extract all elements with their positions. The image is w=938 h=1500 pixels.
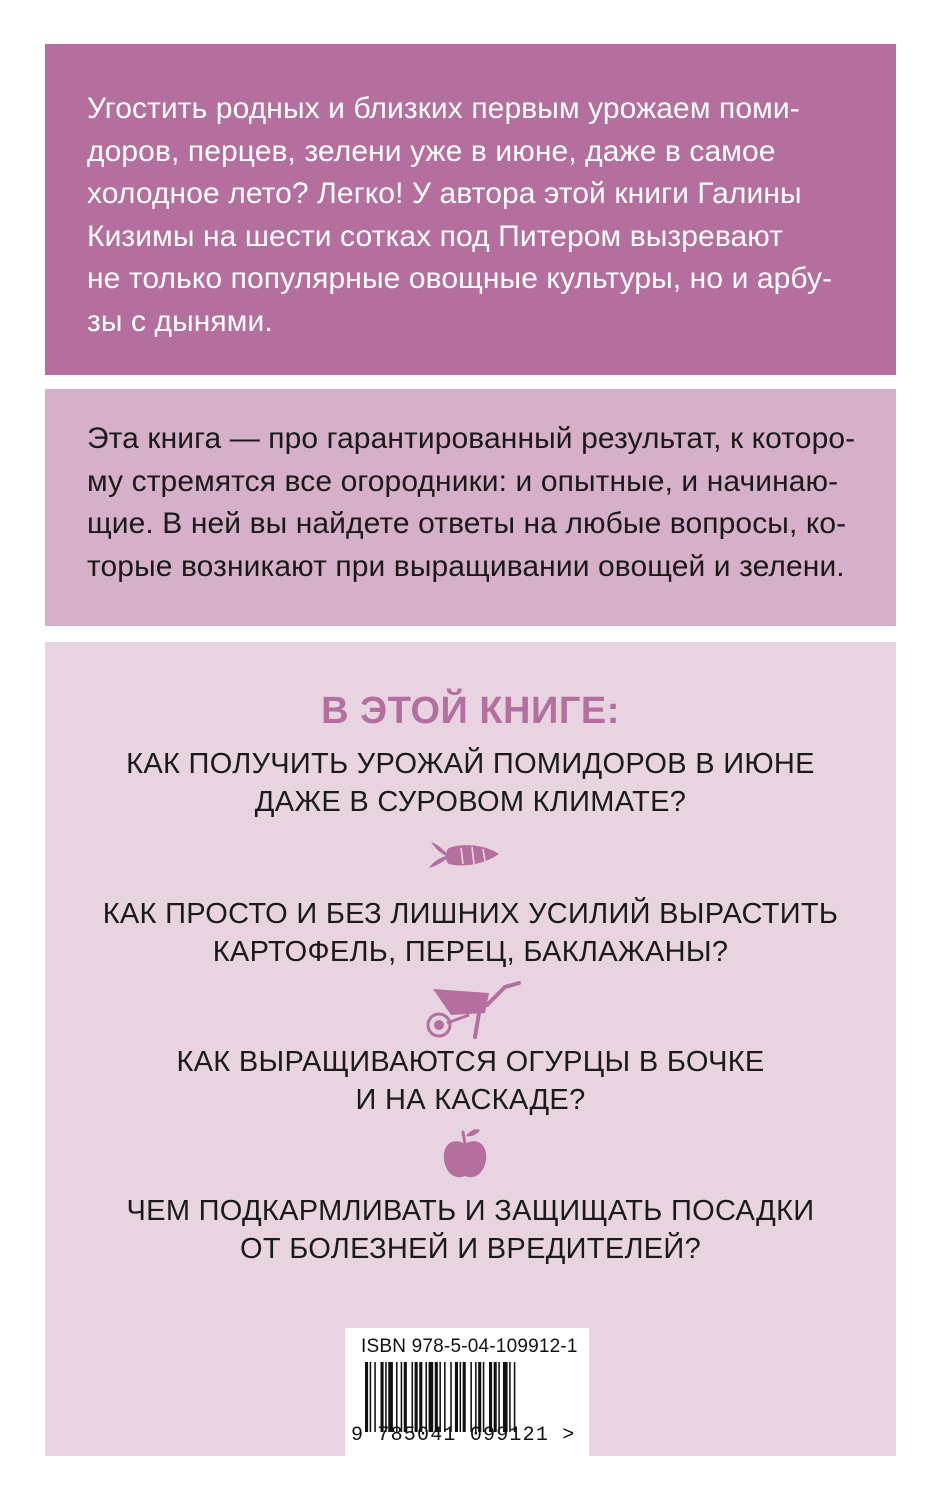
barcode-bar [388,1362,393,1432]
barcode-bar [455,1362,458,1432]
question-item: КАК ПОЛУЧИТЬ УРОЖАЙ ПОМИДОРОВ В ИЮНЕ ДАЖЕ В СУРОВОМ КЛИМАТЕ? [126,748,815,818]
barcode-bars [365,1362,575,1432]
barcode-bar [412,1362,414,1432]
barcode-bar [463,1362,466,1432]
barcode-bar [503,1362,508,1432]
barcode-bar [370,1362,372,1432]
barcode-bar [470,1362,472,1432]
barcode-bar [381,1362,384,1432]
in-book-heading: В ЭТОЙ КНИГЕ: [321,690,620,732]
carrot-icon [427,838,501,874]
barcode-bar [514,1362,516,1432]
barcode-bar [435,1362,438,1432]
barcode-bar [450,1362,452,1432]
barcode-bar [401,1362,403,1432]
apple-icon [442,1128,488,1180]
summary-block [45,389,896,626]
barcode-bar [419,1362,422,1432]
barcode-bar [475,1362,477,1432]
summary-text: Эта книга — про гарантированный результат, к которо- му стремятся все огородники: и опытные, и начинаю- щие. В ней вы найдете ответы на любые вопросы, ко- торые возникают при выращивании овощей и зелени. [87,422,856,583]
barcode-bar [498,1362,500,1432]
barcode-bar [425,1362,427,1432]
question-item: ЧЕМ ПОДКАРМЛИВАТЬ И ЗАЩИЩАТЬ ПОСАДКИ ОТ БОЛЕЗНЕЙ И ВРЕДИТЕЛЕЙ? [126,1195,815,1265]
barcode-bar [385,1362,387,1432]
barcode-bar [404,1362,407,1432]
barcode-bar [460,1362,462,1432]
wheelbarrow-icon [423,981,523,1041]
barcode-bar [429,1362,434,1432]
barcode-bar [509,1362,511,1432]
question-item: КАК ВЫРАЩИВАЮТСЯ ОГУРЦЫ В БОЧКЕ И НА КАСКАДЕ? [176,1046,765,1116]
barcode-bar [415,1362,418,1432]
question-item: КАК ПРОСТО И БЕЗ ЛИШНИХ УСИЛИЙ ВЫРАСТИТЬ КАРТОФЕЛЬ, ПЕРЕЦ, БАКЛАЖАНЫ? [102,898,839,968]
intro-text: Угостить родных и близких первым урожаем поми- доров, перцев, зелени уже в июне, даже в самое холодное лето? Легко! У автора этой книги Галины Кизимы на шести сотках под Питером вызревают не только популярные овощные культуры, но и арбу- зы с дынями. [87,92,833,338]
barcode-bar [444,1362,446,1432]
isbn-text: ISBN 978-5-04-109912-1 [361,1336,578,1357]
barcode-bar [494,1362,497,1432]
barcode-bar [396,1362,398,1432]
barcode [345,1328,589,1456]
barcode-bar [489,1362,492,1432]
barcode-bar [439,1362,441,1432]
barcode-bar [483,1362,485,1432]
intro-block [45,44,896,375]
barcode-bar [374,1362,376,1432]
barcode-number: 9 785041 099121 > [351,1424,576,1447]
barcode-bar [365,1362,368,1432]
barcode-bar [478,1362,481,1432]
